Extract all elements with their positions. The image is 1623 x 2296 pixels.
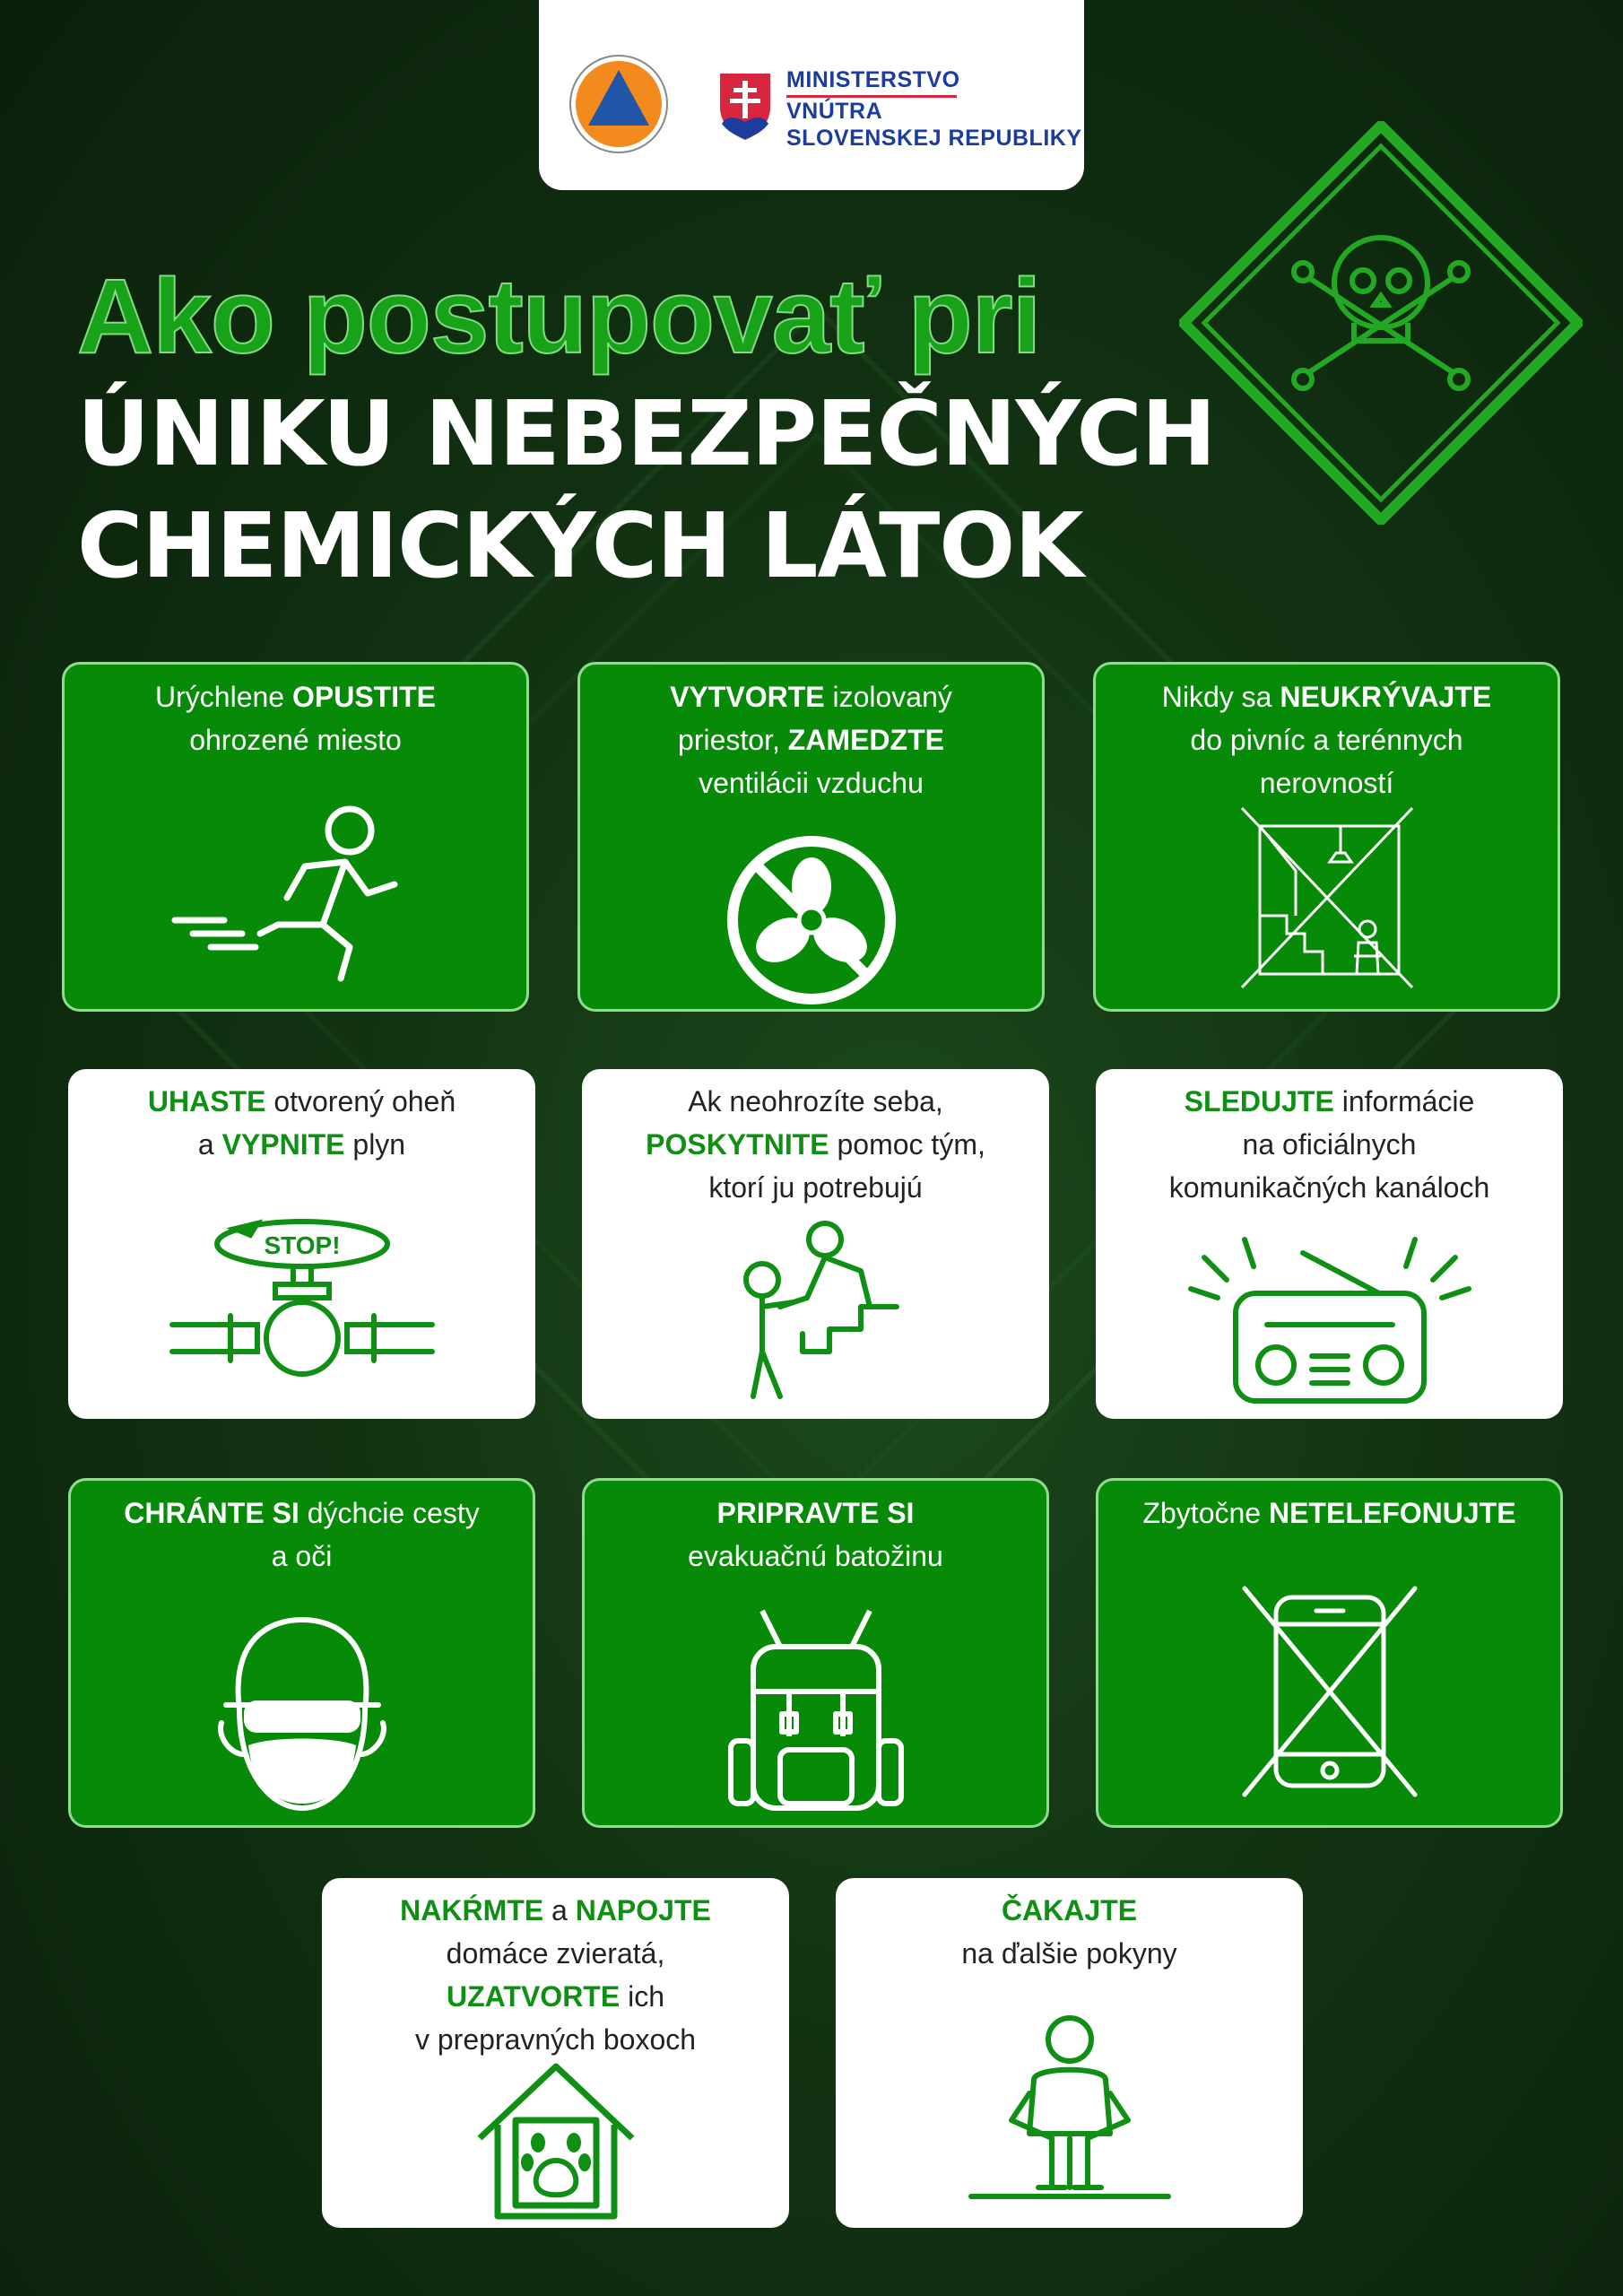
no-phone-icon xyxy=(1240,1584,1419,1799)
civil-protection-logo-icon xyxy=(568,54,669,154)
card-wait: ČAKAJTE na ďalšie pokyny xyxy=(836,1878,1303,2228)
helping-hand-icon xyxy=(726,1217,906,1405)
header-logo-box xyxy=(539,0,1084,190)
ministry-line-1: MINISTERSTVO xyxy=(786,66,957,98)
card-pets: NAKŔMTE a NAPOJTE domáce zvieratá, UZATVORTE ich v prepravných boxoch xyxy=(322,1878,789,2228)
card-help: Ak neohrozíte seba, POSKYTNITE pomoc tým, ktorí ju potrebujú xyxy=(582,1069,1049,1419)
card-no-phone: Zbytočne NETELEFONUJTE xyxy=(1096,1478,1563,1828)
backpack-icon xyxy=(726,1606,906,1813)
card-isolate: VYTVORTE izolovaný priestor, ZAMEDZTE ventilácii vzduchu xyxy=(577,662,1045,1012)
toxic-hazard-icon xyxy=(1179,121,1583,525)
card-leave: Urýchlene OPUSTITE ohrozené miesto xyxy=(62,662,529,1012)
mask-goggles-icon xyxy=(217,1611,387,1817)
gas-valve-stop-icon xyxy=(168,1213,437,1392)
card-gas: UHASTE otvorený oheň a VYPNITE plyn STOP! xyxy=(68,1069,535,1419)
slovak-crest-icon xyxy=(718,72,772,142)
ministry-line-2: VNÚTRA xyxy=(786,99,883,124)
radio-icon xyxy=(1177,1231,1482,1410)
card-pack: PRIPRAVTE SI evakuačnú batožinu xyxy=(582,1478,1049,1828)
no-basement-icon xyxy=(1233,799,1421,996)
card-protect: CHRÁNTE SI dýchcie cesty a oči xyxy=(68,1478,535,1828)
stop-label: STOP! xyxy=(263,1231,341,1259)
card-monitor: SLEDUJTE informácie na oficiálnych komunikačných kanáloch xyxy=(1096,1069,1563,1419)
pet-house-icon xyxy=(475,2062,637,2222)
title-line-3: CHEMICKÝCH LÁTOK xyxy=(77,493,1083,598)
ministry-line-3: SLOVENSKEJ REPUBLIKY xyxy=(786,126,1082,151)
card-no-hide: Nikdy sa NEUKRÝVAJTE do pivníc a terénnych nerovností xyxy=(1093,662,1560,1012)
running-person-icon xyxy=(170,799,421,987)
sitting-person-icon xyxy=(967,2013,1173,2210)
title-line-2: ÚNIKU NEBEZPEČNÝCH xyxy=(77,381,1216,486)
title-line-1: Ako postupovať pri xyxy=(77,257,1041,376)
no-fan-icon xyxy=(722,831,901,1010)
